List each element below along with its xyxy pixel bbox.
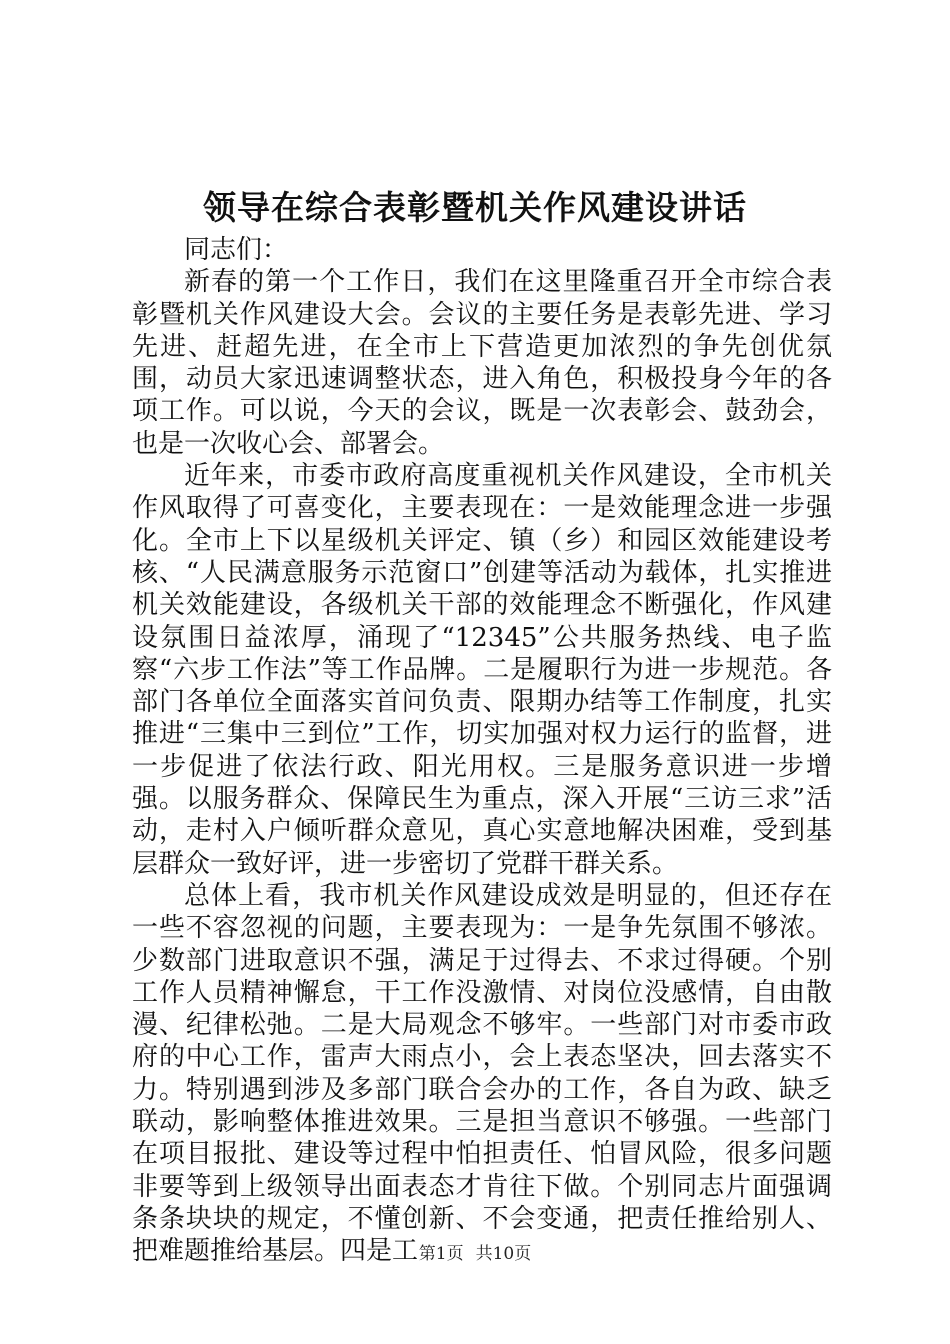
salutation-paragraph: 同志们： xyxy=(184,235,289,265)
page-number: 第1页 xyxy=(418,1244,464,1264)
document-title: 领导在综合表彰暨机关作风建设讲话 xyxy=(203,188,747,227)
body-paragraph-problems: 总体上看，我市机关作风建设成效是明显的，但还存在一些不容忽视的问题，主要表现为：一是争先氛围不够浓。少数部门进取意识不强，满足于过得去、不求过得硬。个别工作人员精神懈怠，干工作没激情、对岗位没感情，自由散漫、纪律松弛。二是大局观念不够牢。一些部门对市委市政府的中心工作，雷声大雨点小，会上表态坚决，回去落实不力。特别遇到涉及多部门联合会办的工作，各自为政、缺乏联动，影响整体推进效果。三是担当意识不够强。一些部门在项目报批、建设等过程中怕担责任、怕冒风险，很多问题非要等到上级领导出面表态才肯往下做。个别同志片面强调条条块块的规定，不懂创新、不会变通，把责任推给别人、把难题推给基层。四是工 xyxy=(132,880,832,1267)
page-total: 共10页 xyxy=(475,1244,532,1264)
body-paragraph-achievements: 近年来，市委市政府高度重视机关作风建设，全市机关作风取得了可喜变化，主要表现在：一是效能理念进一步强化。全市上下以星级机关评定、镇（乡）和园区效能建设考核、“人民满意服务示范窗口”创建等活动为载体，扎实推进机关效能建设，各级机关干部的效能理念不断强化，作风建设氛围日益浓厚，涌现了“12345”公共服务热线、电子监察“六步工作法”等工作品牌。二是履职行为进一步规范。各部门各单位全面落实首问负责、限期办结等工作制度，扎实推进“三集中三到位”工作，切实加强对权力运行的监督，进一步促进了依法行政、阳光用权。三是服务意识进一步增强。以服务群众、保障民生为重点，深入开展“三访三求”活动，走村入户倾听群众意见，真心实意地解决困难，受到基层群众一致好评，进一步密切了党群干群关系。 xyxy=(132,461,832,879)
page-footer xyxy=(0,1243,950,1265)
body-paragraph-opening: 新春的第一个工作日，我们在这里隆重召开全市综合表彰暨机关作风建设大会。会议的主要任务是表彰先进、学习先进、赶超先进，在全市上下营造更加浓烈的争先创优氛围，动员大家迅速调整状态，进入角色，积极投身今年的各项工作。可以说，今天的会议，既是一次表彰会、鼓劲会，也是一次收心会、部署会。 xyxy=(132,267,832,459)
document-body xyxy=(132,234,832,1268)
